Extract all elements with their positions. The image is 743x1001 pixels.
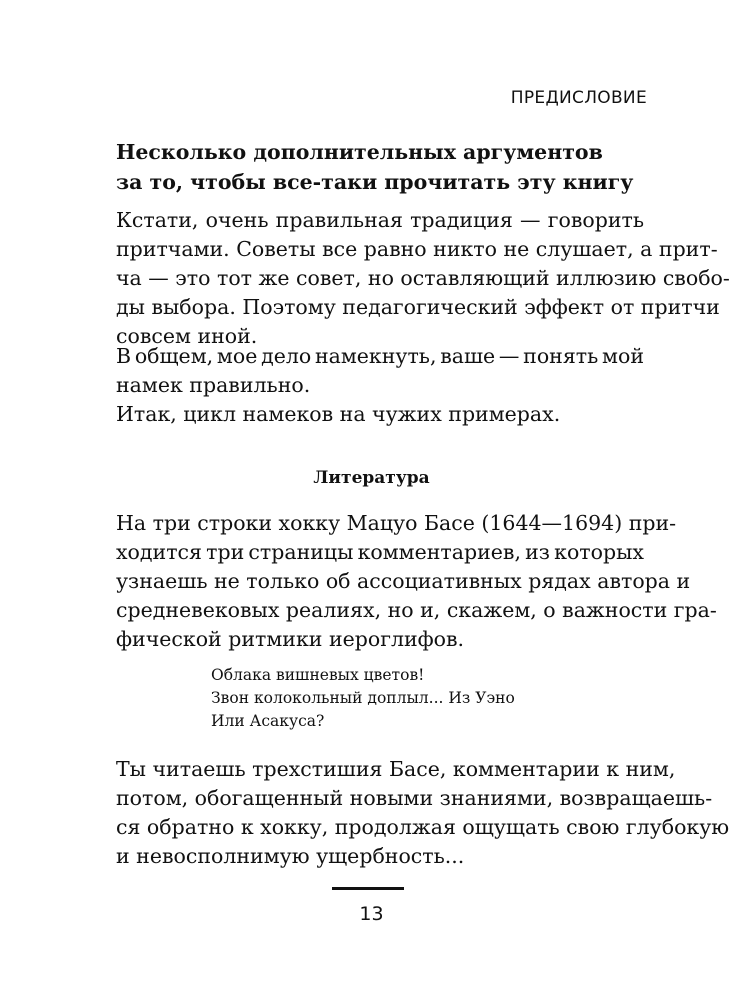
text-line: В общем, мое дело намекнуть, ваше — понять мой <box>116 344 644 368</box>
poem-line: Или Асакуса? <box>211 712 325 730</box>
text-line: средневековых реалиях, но и, скажем, о важности гра- <box>116 598 717 622</box>
text-line: потом, обогащенный новыми знаниями, возвращаешь- <box>116 786 713 810</box>
poem <box>211 664 515 733</box>
text-line: ча — это тот же совет, но оставляющий иллюзию свобо- <box>116 266 730 290</box>
section-heading <box>116 137 656 197</box>
footer-rule <box>332 887 404 890</box>
text-line: совсем иной. <box>116 324 258 348</box>
page-number: 13 <box>359 903 384 925</box>
paragraph-3 <box>116 400 644 429</box>
text-line: Кстати, очень правильная традиция — говорить <box>116 208 644 232</box>
text-line: ходится три страницы комментариев, из которых <box>116 540 644 564</box>
paragraph-5 <box>116 755 730 871</box>
section-heading-line: за то, чтобы все-таки прочитать эту книгу <box>116 170 634 194</box>
sub-heading: Литература <box>313 468 430 488</box>
text-line: намек правильно. <box>116 373 311 397</box>
text-line: и невосполнимую ущербность... <box>116 844 465 868</box>
poem-line: Облака вишневых цветов! <box>211 666 425 684</box>
running-head: ПРЕДИСЛОВИЕ <box>510 88 647 108</box>
poem-line: Звон колокольный доплыл... Из Уэно <box>211 689 515 707</box>
text-line: ся обратно к хокку, продолжая ощущать свою глубокую <box>116 815 730 839</box>
text-line: притчами. Советы все равно никто не слушает, а прит- <box>116 237 718 261</box>
text-line: ды выбора. Поэтому педагогический эффект от притчи <box>116 295 720 319</box>
text-line: фической ритмики иероглифов. <box>116 627 465 651</box>
text-line: Ты читаешь трехстишия Басе, комментарии к ним, <box>116 757 676 781</box>
text-line: На три строки хокку Мацуо Басе (1644—1694) при- <box>116 511 677 535</box>
text-line: узнаешь не только об ассоциативных рядах автора и <box>116 569 691 593</box>
paragraph-1 <box>116 206 730 351</box>
section-heading-line: Несколько дополнительных аргументов <box>116 140 603 164</box>
paragraph-4 <box>116 509 717 654</box>
text-line: Итак, цикл намеков на чужих примерах. <box>116 402 561 426</box>
paragraph-2 <box>116 342 644 400</box>
